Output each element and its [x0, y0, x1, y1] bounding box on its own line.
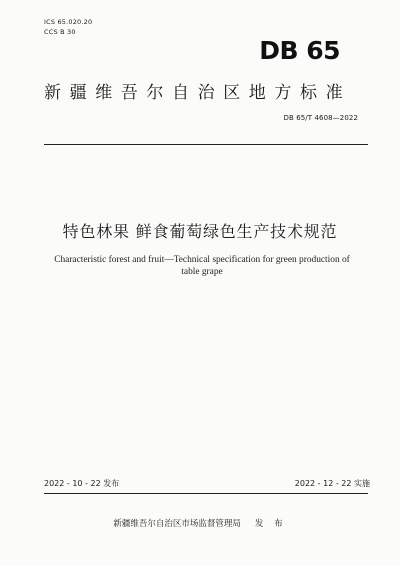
- issuer-action: 发 布: [254, 519, 287, 529]
- document-title-en: Characteristic forest and fruit—Technical specification for green production of table grape: [54, 255, 350, 277]
- db65-logo: DB 65: [259, 36, 340, 65]
- classification-codes: [44, 17, 92, 37]
- bottom-divider: [44, 493, 368, 494]
- document-title-cn: 特色林果 鲜食葡萄绿色生产技术规范: [62, 222, 338, 241]
- standard-category-name: 新疆维吾尔自治区地方标准: [44, 83, 352, 103]
- standard-number: DB 65/T 4608—2022: [283, 114, 358, 122]
- ccs-code: CCS B 30: [44, 28, 76, 36]
- issuer-name: 新疆维吾尔自治区市场监督管理局: [113, 519, 241, 529]
- implementation-date: 2022 - 12 - 22 实施: [294, 479, 370, 488]
- top-divider: [44, 144, 368, 145]
- issuing-authority: [0, 517, 400, 529]
- ics-code: ICS 65.020.20: [44, 18, 93, 26]
- issue-date: 2022 - 10 - 22 发布: [44, 479, 120, 488]
